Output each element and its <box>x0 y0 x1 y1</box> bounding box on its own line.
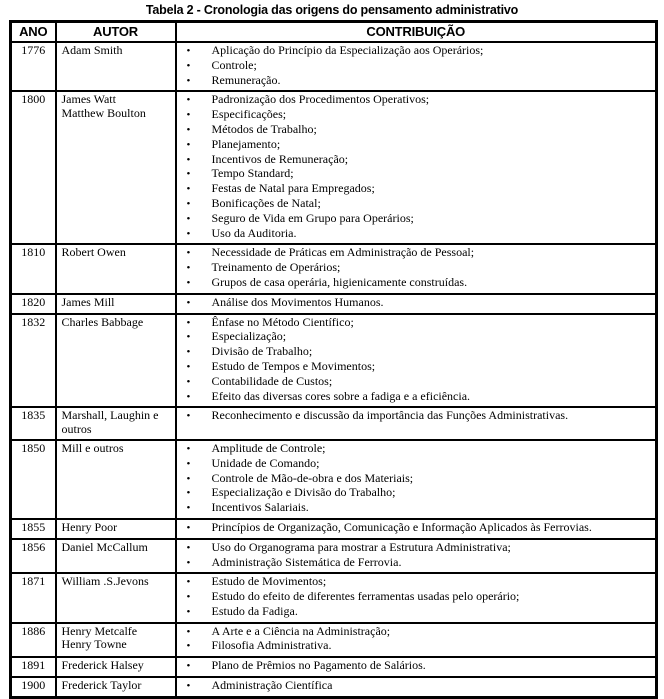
contribution-text: Incentivos de Remuneração; <box>211 151 349 166</box>
contribution-item <box>177 44 656 59</box>
contribution-cell <box>176 623 657 658</box>
year-label: 1855 <box>21 519 46 534</box>
bullet-icon: • <box>186 442 191 455</box>
table-row <box>11 407 657 440</box>
table-row <box>11 539 657 574</box>
contribution-item <box>177 330 656 345</box>
contribution-item <box>177 246 656 261</box>
contribution-text: Grupos de casa operária, higienicamente construídas. <box>211 274 468 289</box>
author-name: Henry Metcalfe <box>61 623 138 638</box>
bullet-icon: • <box>186 576 191 589</box>
contribution-item <box>177 457 656 472</box>
bullet-icon: • <box>186 591 191 604</box>
contribution-text: Especialização e Divisão do Trabalho; <box>211 485 396 500</box>
year-cell <box>11 244 56 293</box>
bullet-icon: • <box>186 262 191 275</box>
contribution-text: Uso da Auditoria. <box>211 225 297 240</box>
bullet-icon: • <box>186 197 191 210</box>
author-name: Marshall, Laughin e outros <box>61 408 159 437</box>
author-name: Frederick Halsey <box>61 658 144 673</box>
contribution-item <box>177 212 656 227</box>
bullet-icon: • <box>186 276 191 289</box>
contribution-item <box>177 138 656 153</box>
contribution-item <box>177 227 656 242</box>
year-label: 1810 <box>21 245 46 260</box>
contribution-item <box>177 182 656 197</box>
bullet-icon: • <box>186 138 191 151</box>
bullet-icon: • <box>186 390 191 403</box>
year-label: 1886 <box>21 623 46 638</box>
bullet-icon: • <box>186 680 191 693</box>
author-cell <box>56 519 176 539</box>
contribution-item <box>177 390 656 405</box>
contribution-text: Métodos de Trabalho; <box>211 121 317 136</box>
bullet-icon: • <box>186 556 191 569</box>
contribution-text: Controle de Mão-de-obra e dos Materiais; <box>211 470 414 485</box>
bullet-icon: • <box>186 660 191 673</box>
table-header <box>11 22 657 43</box>
contribution-item <box>177 108 656 123</box>
contribution-text: Tempo Standard; <box>211 166 294 181</box>
contribution-cell <box>176 677 657 697</box>
contribution-item <box>177 197 656 212</box>
contribution-item <box>177 556 656 571</box>
year-cell <box>11 294 56 314</box>
contribution-text: Ênfase no Método Científico; <box>211 314 354 329</box>
year-cell <box>11 623 56 658</box>
bullet-icon: • <box>186 521 191 534</box>
table-row <box>11 573 657 622</box>
author-name: Mill e outros <box>61 440 124 455</box>
contribution-item <box>177 541 656 556</box>
contribution-item <box>177 521 656 536</box>
contribution-item <box>177 93 656 108</box>
author-name: Matthew Boulton <box>61 106 146 121</box>
author-cell <box>56 657 176 677</box>
author-name: Frederick Taylor <box>61 678 142 693</box>
author-name: Henry Towne <box>61 637 127 652</box>
contribution-text: Plano de Prêmios no Pagamento de Salários. <box>211 658 426 673</box>
contribution-text: Estudo de Tempos e Movimentos; <box>211 358 376 373</box>
contribution-text: Administração Sistemática de Ferrovia. <box>211 554 402 569</box>
contribution-text: Análise dos Movimentos Humanos. <box>211 294 384 309</box>
contribution-text: Amplitude de Controle; <box>211 440 326 455</box>
year-label: 1856 <box>21 539 46 554</box>
year-label: 1832 <box>21 314 46 329</box>
author-name: Charles Babbage <box>61 314 144 329</box>
year-label: 1850 <box>21 440 46 455</box>
author-cell <box>56 407 176 440</box>
contribution-text: Necessidade de Práticas em Administração de Pessoal; <box>211 245 475 260</box>
contribution-item <box>177 360 656 375</box>
year-cell <box>11 539 56 574</box>
bullet-icon: • <box>186 410 191 423</box>
header-ano: ANO <box>11 22 56 43</box>
contribution-text: Estudo da Fadiga. <box>211 603 298 618</box>
year-label: 1776 <box>21 43 46 57</box>
contribution-text: Festas de Natal para Empregados; <box>211 181 375 196</box>
contribution-item <box>177 472 656 487</box>
contribution-cell <box>176 440 657 519</box>
author-cell <box>56 440 176 519</box>
table-row <box>11 244 657 293</box>
author-cell <box>56 573 176 622</box>
contribution-cell <box>176 294 657 314</box>
contribution-text: Estudo de Movimentos; <box>211 574 327 589</box>
bullet-icon: • <box>186 605 191 618</box>
bullet-icon: • <box>186 59 191 72</box>
contribution-text: Administração Científica <box>211 678 333 693</box>
contribution-text: Princípios de Organização, Comunicação e Informação Aplicados às Ferrovias. <box>211 519 592 534</box>
contribution-cell <box>176 407 657 440</box>
table-row <box>11 677 657 697</box>
author-cell <box>56 294 176 314</box>
contribution-item <box>177 659 656 674</box>
bullet-icon: • <box>186 487 191 500</box>
bullet-icon: • <box>186 123 191 136</box>
contribution-text: Controle; <box>211 57 257 72</box>
author-cell <box>56 539 176 574</box>
contribution-cell <box>176 539 657 574</box>
bullet-icon: • <box>186 331 191 344</box>
contribution-item <box>177 261 656 276</box>
contribution-text: A Arte e a Ciência na Administração; <box>211 623 391 638</box>
contribution-cell <box>176 573 657 622</box>
year-cell <box>11 657 56 677</box>
contribution-item <box>177 625 656 640</box>
bullet-icon: • <box>186 109 191 122</box>
author-cell <box>56 244 176 293</box>
year-label: 1820 <box>21 294 46 309</box>
chronology-table <box>9 20 658 699</box>
contribution-item <box>177 575 656 590</box>
header-autor: AUTOR <box>56 22 176 43</box>
bullet-icon: • <box>186 625 191 638</box>
contribution-text: Divisão de Trabalho; <box>211 344 313 359</box>
contribution-text: Contabilidade de Custos; <box>211 373 333 388</box>
contribution-item <box>177 167 656 182</box>
author-name: Daniel McCallum <box>61 539 148 554</box>
year-label: 1800 <box>21 92 46 107</box>
bullet-icon: • <box>186 296 191 309</box>
table-title: Tabela 2 - Cronologia das origens do pensamento administrativo <box>145 3 519 17</box>
contribution-item <box>177 409 656 424</box>
year-cell <box>11 677 56 697</box>
header-contribuicao: CONTRIBUIÇÃO <box>176 22 657 43</box>
year-label: 1900 <box>21 678 46 693</box>
author-name: William .S.Jevons <box>61 574 149 589</box>
contribution-item <box>177 486 656 501</box>
year-cell <box>11 91 56 244</box>
contribution-cell <box>176 42 657 91</box>
bullet-icon: • <box>186 247 191 260</box>
bullet-icon: • <box>186 502 191 515</box>
table-row <box>11 91 657 244</box>
table-row <box>11 314 657 408</box>
bullet-icon: • <box>186 212 191 225</box>
contribution-text: Efeito das diversas cores sobre a fadiga e a eficiência. <box>211 388 471 403</box>
author-name: Adam Smith <box>61 43 123 57</box>
author-cell <box>56 91 176 244</box>
year-cell <box>11 42 56 91</box>
contribution-item <box>177 345 656 360</box>
contribution-text: Uso do Organograma para mostrar a Estrutura Administrativa; <box>211 539 511 554</box>
bullet-icon: • <box>186 94 191 107</box>
contribution-cell <box>176 519 657 539</box>
contribution-item <box>177 375 656 390</box>
contribution-item <box>177 123 656 138</box>
contribution-item <box>177 316 656 331</box>
contribution-item <box>177 153 656 168</box>
year-label: 1871 <box>21 574 46 589</box>
year-label: 1835 <box>21 408 46 423</box>
author-cell <box>56 623 176 658</box>
author-name: James Mill <box>61 294 115 309</box>
table-row <box>11 519 657 539</box>
bullet-icon: • <box>186 153 191 166</box>
bullet-icon: • <box>186 640 191 653</box>
contribution-cell <box>176 244 657 293</box>
bullet-icon: • <box>186 227 191 240</box>
bullet-icon: • <box>186 360 191 373</box>
bullet-icon: • <box>186 74 191 87</box>
contribution-cell <box>176 314 657 408</box>
bullet-icon: • <box>186 316 191 329</box>
contribution-item <box>177 442 656 457</box>
contribution-item <box>177 679 656 694</box>
year-cell <box>11 573 56 622</box>
contribution-text: Incentivos Salariais. <box>211 500 309 515</box>
year-label: 1891 <box>21 658 46 673</box>
table-row <box>11 42 657 91</box>
author-cell <box>56 677 176 697</box>
bullet-icon: • <box>186 346 191 359</box>
contribution-text: Remuneração. <box>211 72 281 87</box>
author-cell <box>56 314 176 408</box>
contribution-text: Bonificações de Natal; <box>211 195 321 210</box>
author-cell <box>56 42 176 91</box>
contribution-item <box>177 605 656 620</box>
year-cell <box>11 314 56 408</box>
contribution-cell <box>176 91 657 244</box>
table-row <box>11 440 657 519</box>
contribution-item <box>177 639 656 654</box>
contribution-item <box>177 296 656 311</box>
year-cell <box>11 519 56 539</box>
contribution-text: Estudo do efeito de diferentes ferramentas usadas pelo operário; <box>211 589 520 604</box>
contribution-item <box>177 74 656 89</box>
bullet-icon: • <box>186 472 191 485</box>
contribution-text: Padronização dos Procedimentos Operativos; <box>211 92 430 107</box>
contribution-text: Seguro de Vida em Grupo para Operários; <box>211 210 414 225</box>
contribution-text: Unidade de Comando; <box>211 455 320 470</box>
table-row <box>11 623 657 658</box>
table-row <box>11 294 657 314</box>
year-cell <box>11 440 56 519</box>
contribution-text: Reconhecimento e discussão da importância das Funções Administrativas. <box>211 408 569 423</box>
bullet-icon: • <box>186 183 191 196</box>
contribution-item <box>177 590 656 605</box>
bullet-icon: • <box>186 375 191 388</box>
header-row <box>11 22 657 43</box>
bullet-icon: • <box>186 45 191 57</box>
table-body <box>11 42 657 697</box>
bullet-icon: • <box>186 457 191 470</box>
contribution-text: Especificações; <box>211 107 287 122</box>
contribution-item <box>177 501 656 516</box>
contribution-cell <box>176 657 657 677</box>
contribution-text: Especialização; <box>211 329 287 344</box>
contribution-item <box>177 59 656 74</box>
contribution-text: Aplicação do Princípio da Especialização aos Operários; <box>211 43 484 57</box>
contribution-text: Treinamento de Operários; <box>211 260 341 275</box>
author-name: Robert Owen <box>61 245 126 260</box>
author-name: Henry Poor <box>61 519 118 534</box>
contribution-text: Planejamento; <box>211 136 281 151</box>
contribution-item <box>177 276 656 291</box>
year-cell <box>11 407 56 440</box>
bullet-icon: • <box>186 541 191 554</box>
author-name: James Watt <box>61 92 116 107</box>
table-row <box>11 657 657 677</box>
contribution-text: Filosofia Administrativa. <box>211 638 332 653</box>
bullet-icon: • <box>186 168 191 181</box>
